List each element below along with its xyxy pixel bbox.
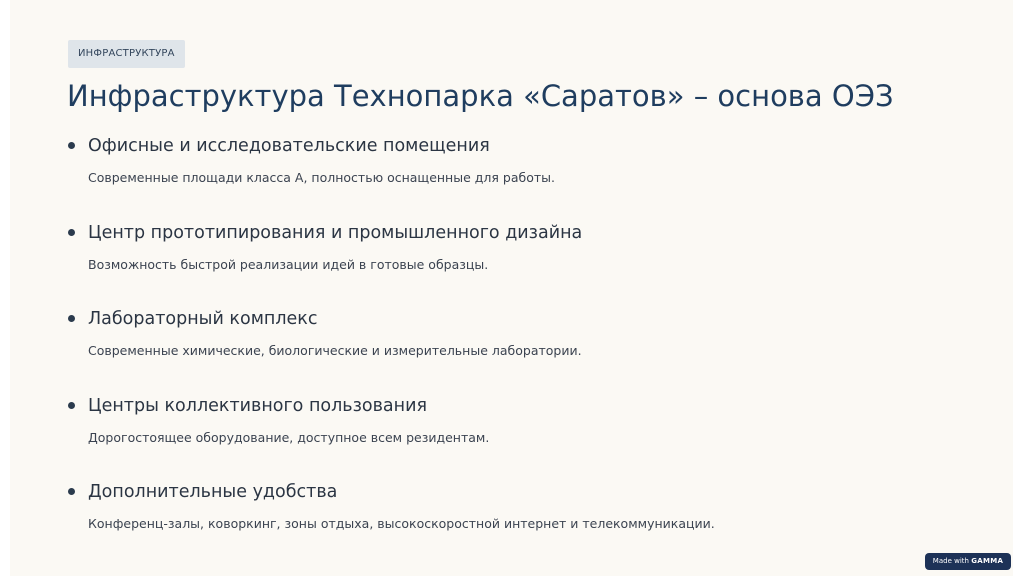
item-title: Центры коллективного пользования xyxy=(88,395,427,416)
bullet-icon xyxy=(68,488,75,495)
item-description: Дорогостоящее оборудование, доступное всем резидентам. xyxy=(88,429,490,445)
section-tag: ИНФРАСТРУКТУРА xyxy=(68,40,185,68)
item-title: Офисные и исследовательские помещения xyxy=(88,136,490,156)
item-title: Центр прототипирования и промышленного дизайна xyxy=(88,222,583,243)
page-title: Инфраструктура Технопарка «Саратов» – основа ОЭЗ xyxy=(67,79,894,113)
badge-prefix: Made with xyxy=(932,557,972,565)
slide xyxy=(10,0,1013,576)
made-with-gamma-badge[interactable] xyxy=(925,553,1011,570)
bullet-icon xyxy=(68,229,75,236)
item-description: Конференц-залы, коворкинг, зоны отдыха, высокоскоростной интернет и телекоммуникации. xyxy=(88,516,715,531)
item-title: Лабораторный комплекс xyxy=(88,309,318,329)
badge-brand: GAMMA xyxy=(971,557,1004,565)
bullet-icon xyxy=(68,315,75,322)
item-description: Современные площади класса А, полностью оснащенные для работы. xyxy=(88,170,555,185)
item-description: Современные химические, биологические и измерительные лаборатории. xyxy=(88,343,582,358)
item-description: Возможность быстрой реализации идей в готовые образцы. xyxy=(88,256,489,272)
bullet-icon xyxy=(68,402,75,409)
bullet-icon xyxy=(68,142,75,149)
item-title: Дополнительные удобства xyxy=(88,482,338,502)
